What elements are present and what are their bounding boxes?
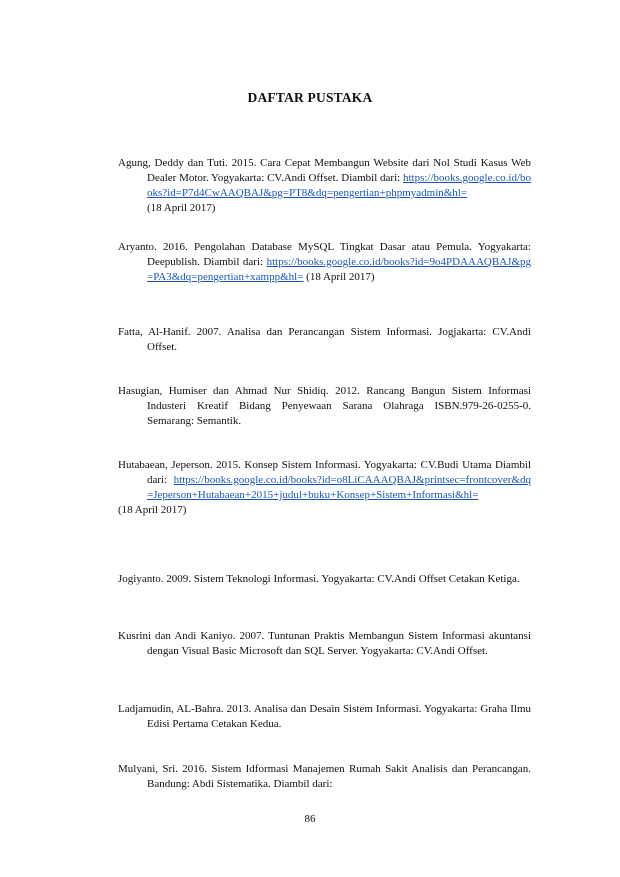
reference-entry [118,240,531,285]
reference-text: Agung, Deddy dan Tuti. 2015. Cara Cepat Membangun Website dari Nol Studi Kasus Web Dealer Motor. Yogyakarta: CV.Andi Offset. Diambil dari: [118,157,531,184]
reference-entry [118,572,531,587]
reference-link[interactable]: https://books.google.co.id/books?id=o8LiCAAAQBAJ&printsec=frontcover&dq=Jeperson+Hutabaean+2015+judul+buku+Konsep+Sistem+Informasi&hl= [147,474,531,501]
reference-text: Jogiyanto. 2009. Sistem Teknologi Informasi. Yogyakarta: CV.Andi Offset Cetakan Ketiga. [118,573,520,585]
reference-text: Aryanto. 2016. Pengolahan Database MySQL Tingkat Dasar atau Pemula. Yogyakarta: Deepublish. Diambil dari: [118,241,531,268]
reference-entry [118,156,531,216]
reference-entry [118,702,531,732]
reference-entry [118,325,531,355]
reference-entry [118,384,531,429]
reference-text: Hutabaean, Jeperson. 2015. Konsep Sistem Informasi. Yogyakarta: CV.Budi Utama Diambil dari: [118,459,531,486]
reference-accessed-date: (18 April 2017) [147,202,216,214]
reference-accessed-date: (18 April 2017) [303,271,375,283]
reference-text: Ladjamudin, AL-Bahra. 2013. Analisa dan Desain Sistem Informasi. Yogyakarta: Graha Ilmu Edisi Pertama Cetakan Kedua. [118,703,531,730]
page-number: 86 [304,813,316,825]
reference-accessed-date: (18 April 2017) [118,504,187,516]
reference-text: Fatta, Al-Hanif. 2007. Analisa dan Perancangan Sistem Informasi. Jogjakarta: CV.Andi Offset. [118,326,531,353]
page-title: DAFTAR PUSTAKA [247,90,373,105]
reference-text: Kusrini dan Andi Kaniyo. 2007. Tuntunan Praktis Membangun Sistem Informasi akuntansi dengan Visual Basic Microsoft dan SQL Server. Yogyakarta: CV.Andi Offset. [118,630,531,657]
reference-text: Mulyani, Sri. 2016. Sistem Idformasi Manajemen Rumah Sakit Analisis dan Perancangan. Bandung: Abdi Sistematika. Diambil dari: [118,763,531,790]
reference-text: Hasugian, Humiser dan Ahmad Nur Shidiq. 2012. Rancang Bangun Sistem Informasi Industeri Kreatif Bidang Penyewaan Sarana Olahraga ISBN.979-26-0255-0. Semarang: Semantik. [118,385,531,427]
reference-entry [118,762,531,792]
reference-link[interactable]: https://books.google.co.id/books?id=9o4PDAAAQBAJ&pg=PA3&dq=pengertian+xampp&hl= [147,256,531,283]
reference-link[interactable]: https://books.google.co.id/books?id=P7d4CwAAQBAJ&pg=PT8&dq=pengertian+phpmyadmin&hl= [147,172,531,199]
reference-entry [118,458,531,518]
reference-entry [118,629,531,659]
